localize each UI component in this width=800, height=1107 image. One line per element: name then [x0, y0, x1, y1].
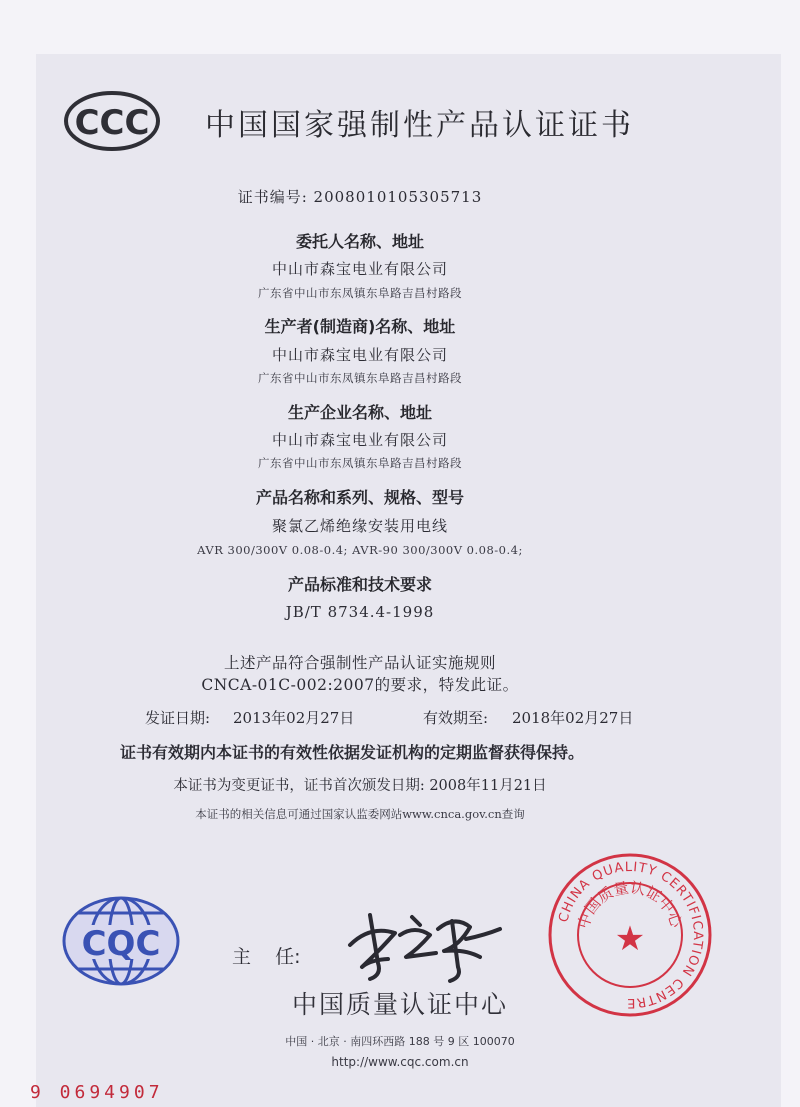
director-signature	[340, 905, 510, 985]
issue-date-value: 2013年02月27日	[233, 709, 355, 727]
statement-line-1: 上述产品符合强制性产品认证实施规则	[223, 654, 496, 672]
seal-star-icon: ★	[614, 919, 646, 959]
standard-value: JB/T 8734.4-1998	[285, 603, 435, 621]
change-note: 本证书为变更证书，证书首次颁发日期: 2008年11月21日	[173, 778, 547, 794]
expiry-date-value: 2018年02月27日	[512, 709, 634, 727]
organization-website: http://www.cqc.com.cn	[331, 1055, 469, 1069]
ccc-logo	[62, 90, 162, 152]
factory-address: 广东省中山市东凤镇东阜路吉昌村路段	[258, 456, 462, 470]
manufacturer-heading: 生产者(制造商)名称、地址	[264, 317, 456, 336]
cqc-logo	[60, 895, 182, 987]
client-name: 中山市森宝电业有限公司	[271, 260, 448, 278]
certificate-title: 中国国家强制性产品认证证书	[205, 108, 634, 143]
certification-seal	[545, 850, 715, 1020]
organization-address: 中国 · 北京 · 南四环西路 188 号 9 区 100070	[285, 1035, 515, 1048]
client-address: 广东省中山市东凤镇东阜路吉昌村路段	[258, 286, 462, 300]
seal-inner-text: 中国质量认证中心	[574, 878, 686, 931]
client-heading: 委托人名称、地址	[295, 232, 424, 251]
ccc-logo-text: CCC	[74, 103, 150, 143]
issue-date-label: 发证日期:	[145, 709, 211, 727]
manufacturer-address: 广东省中山市东凤镇东阜路吉昌村路段	[258, 371, 462, 385]
cqc-logo-text: CQC	[81, 924, 161, 964]
product-heading: 产品名称和系列、规格、型号	[255, 488, 464, 507]
director-label: 主 任:	[232, 946, 301, 968]
factory-heading: 生产企业名称、地址	[287, 403, 432, 422]
website-note: 本证书的相关信息可通过国家认监委网站www.cnca.gov.cn查询	[195, 807, 525, 821]
factory-name: 中山市森宝电业有限公司	[271, 431, 448, 449]
organization-name: 中国质量认证中心	[291, 990, 508, 1019]
standard-heading: 产品标准和技术要求	[287, 575, 432, 594]
statement-line-2: CNCA-01C-002:2007的要求，特发此证。	[201, 676, 519, 694]
validity-note: 证书有效期内本证书的有效性依据发证机构的定期监督获得保持。	[120, 743, 585, 762]
seal-outer-text: CHINA QUALITY CERTIFICATION CENTRE	[556, 859, 706, 1011]
certificate-number: 证书编号: 2008010105305713	[237, 188, 483, 206]
product-name: 聚氯乙烯绝缘安装用电线	[271, 517, 448, 535]
expiry-date-label: 有效期至:	[423, 709, 489, 727]
manufacturer-name: 中山市森宝电业有限公司	[271, 346, 448, 364]
product-models: AVR 300/300V 0.08-0.4; AVR-90 300/300V 0.08-0.4;	[197, 543, 523, 557]
serial-number: 9 0694907	[30, 1082, 164, 1103]
